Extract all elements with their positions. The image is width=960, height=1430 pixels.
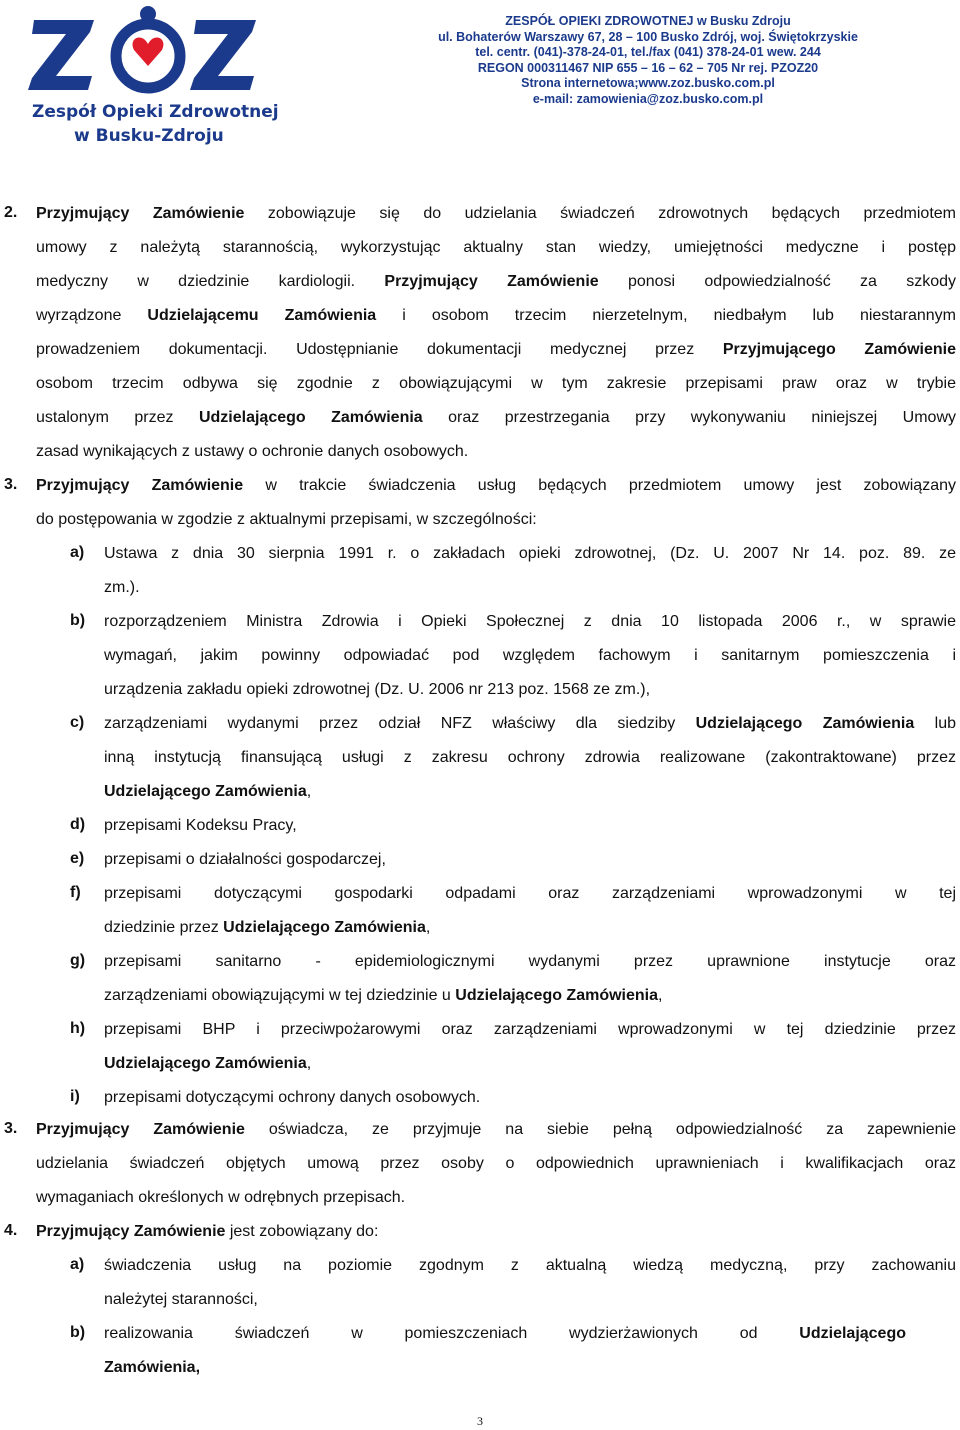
logo-name-line1: Zespół Opieki Zdrowotnej xyxy=(32,102,279,122)
paragraph-line: zasad wynikających z ustawy o ochronie danych osobowych. xyxy=(36,443,469,460)
paragraph-line: Przyjmujący Zamówienie zobowiązuje się do udzielania świadczeń zdrowotnych będących przedmiotem xyxy=(36,205,957,222)
paragraph-line: umowy z należytą starannością, wykorzystując aktualny stan wiedzy, umiejętności medyczne i postęp xyxy=(36,239,956,256)
paragraph-line: wymaganiach określonych w odrębnych przepisach. xyxy=(36,1189,406,1206)
list-label: a) xyxy=(70,544,85,561)
list-label: c) xyxy=(70,714,85,731)
paragraph-line: Przyjmujący Zamówienie w trakcie świadczenia usług będących przedmiotem umowy jest zobowiązany xyxy=(36,477,957,494)
list-item-line: świadczenia usług na poziomie zgodnym z aktualną wiedzą medyczną, przy zachowaniu xyxy=(104,1257,956,1274)
letterhead xyxy=(398,14,898,108)
organization-logo xyxy=(28,6,296,146)
paragraph-line: Przyjmujący Zamówienie jest zobowiązany do: xyxy=(36,1223,379,1240)
paragraph-line: Przyjmujący Zamówienie oświadcza, ze przyjmuje na siebie pełną odpowiedzialność za zapewnienie xyxy=(36,1121,957,1138)
page-number: 3 xyxy=(477,1414,483,1428)
section-number: 3. xyxy=(4,476,18,493)
list-item-line: zm.). xyxy=(104,579,140,596)
header-phone: tel. centr. (041)-378-24-01, tel./fax (041) 378-24-01 wew. 244 xyxy=(475,45,821,60)
list-label: g) xyxy=(70,952,86,969)
list-item-line: Udzielającego Zamówienia, xyxy=(104,783,312,800)
list-item-line: rozporządzeniem Ministra Zdrowia i Opieki Społecznej z dnia 10 listopada 2006 r., w sprawie xyxy=(104,613,956,630)
list-item-line: Ustawa z dnia 30 sierpnia 1991 r. o zakładach opieki zdrowotnej, (Dz. U. 2007 Nr 14. poz. 89. ze xyxy=(104,545,956,562)
zoz-emblem-icon xyxy=(28,6,296,102)
list-item-line: Udzielającego Zamówienia, xyxy=(104,1055,312,1072)
list-item-line: wymagań, jakim powinny odpowiadać pod względem fachowym i sanitarnym pomieszczenia i xyxy=(104,647,956,664)
paragraph-line: ustalonym przez Udzielającego Zamówienia oraz przestrzegania przy wykonywaniu niniejszej Umowy xyxy=(36,409,956,426)
section-number: 3. xyxy=(4,1120,18,1137)
list-label: b) xyxy=(70,1324,86,1341)
list-item-line: przepisami dotyczącymi gospodarki odpadami oraz zarządzeniami wprowadzonymi w tej xyxy=(104,885,956,902)
list-item-line: realizowania świadczeń w pomieszczeniach wydzierżawionych od Udzielającego xyxy=(104,1325,906,1342)
list-item-line: dziedzinie przez Udzielającego Zamówienia, xyxy=(104,919,431,936)
list-item-line: przepisami BHP i przeciwpożarowymi oraz zarządzeniami wprowadzonymi w tej dziedzinie przez xyxy=(104,1021,956,1038)
list-label: d) xyxy=(70,816,86,833)
list-label: b) xyxy=(70,612,86,629)
list-item-line: przepisami Kodeksu Pracy, xyxy=(104,817,297,834)
header-website: Strona internetowa;www.zoz.busko.com.pl xyxy=(521,76,775,91)
logo-name-line2: w Busku-Zdroju xyxy=(74,126,224,146)
list-item-line: przepisami sanitarno - epidemiologicznymi wydanymi przez uprawnione instytucje oraz xyxy=(104,953,956,970)
header-organization: ZESPÓŁ OPIEKI ZDROWOTNEJ w Busku Zdroju xyxy=(505,14,791,28)
paragraph-line: wyrządzone Udzielającemu Zamówienia i osobom trzecim nierzetelnym, niedbałym lub niestarannym xyxy=(36,307,956,324)
section-number: 2. xyxy=(4,204,18,221)
paragraph-line: udzielania świadczeń objętych umową przez osoby o odpowiednich uprawnieniach i kwalifikacjach oraz xyxy=(36,1155,956,1172)
list-label: a) xyxy=(70,1256,85,1273)
paragraph-line: do postępowania w zgodzie z aktualnymi przepisami, w szczególności: xyxy=(36,511,537,528)
list-item-line: zarządzeniami obowiązującymi w tej dziedzinie u Udzielającego Zamówienia, xyxy=(104,987,663,1004)
header-regon: REGON 000311467 NIP 655 – 16 – 62 – 705 Nr rej. PZOZ20 xyxy=(477,60,819,75)
paragraph-line: medyczny w dziedzinie kardiologii. Przyjmujący Zamówienie ponosi odpowiedzialność za szkody xyxy=(36,273,957,290)
list-label: i) xyxy=(70,1088,80,1105)
header-email: e-mail: zamowienia@zoz.busko.com.pl xyxy=(532,91,764,106)
section-number: 4. xyxy=(4,1222,18,1239)
list-label: f) xyxy=(70,884,81,901)
list-item-line: przepisami o działalności gospodarczej, xyxy=(104,851,386,868)
list-label: e) xyxy=(70,850,85,867)
list-item-line: przepisami dotyczącymi ochrony danych osobowych. xyxy=(104,1089,481,1106)
paragraph-line: prowadzeniem dokumentacji. Udostępnianie dokumentacji medycznej przez Przyjmującego Zamówienie xyxy=(36,341,956,358)
list-item-line: inną instytucją finansującą usługi z zakresu ochrony zdrowia realizowane (zakontraktowane) przez xyxy=(104,749,956,766)
list-item-line: należytej staranności, xyxy=(104,1291,258,1308)
list-label: h) xyxy=(70,1020,86,1037)
list-item-line: zarządzeniami wydanymi przez odział NFZ właściwy dla siedziby Udzielającego Zamówienia lub xyxy=(104,715,957,732)
paragraph-line: osobom trzecim odbywa się zgodnie z obowiązującymi w tym zakresie przepisami praw oraz w trybie xyxy=(36,375,956,392)
list-item-line: urządzenia zakładu opieki zdrowotnej (Dz. U. 2006 nr 213 poz. 1568 ze zm.), xyxy=(104,681,651,698)
header-address: ul. Bohaterów Warszawy 67, 28 – 100 Busko Zdrój, woj. Świętokrzyskie xyxy=(438,29,858,44)
list-item-line: Zamówienia, xyxy=(104,1359,201,1376)
